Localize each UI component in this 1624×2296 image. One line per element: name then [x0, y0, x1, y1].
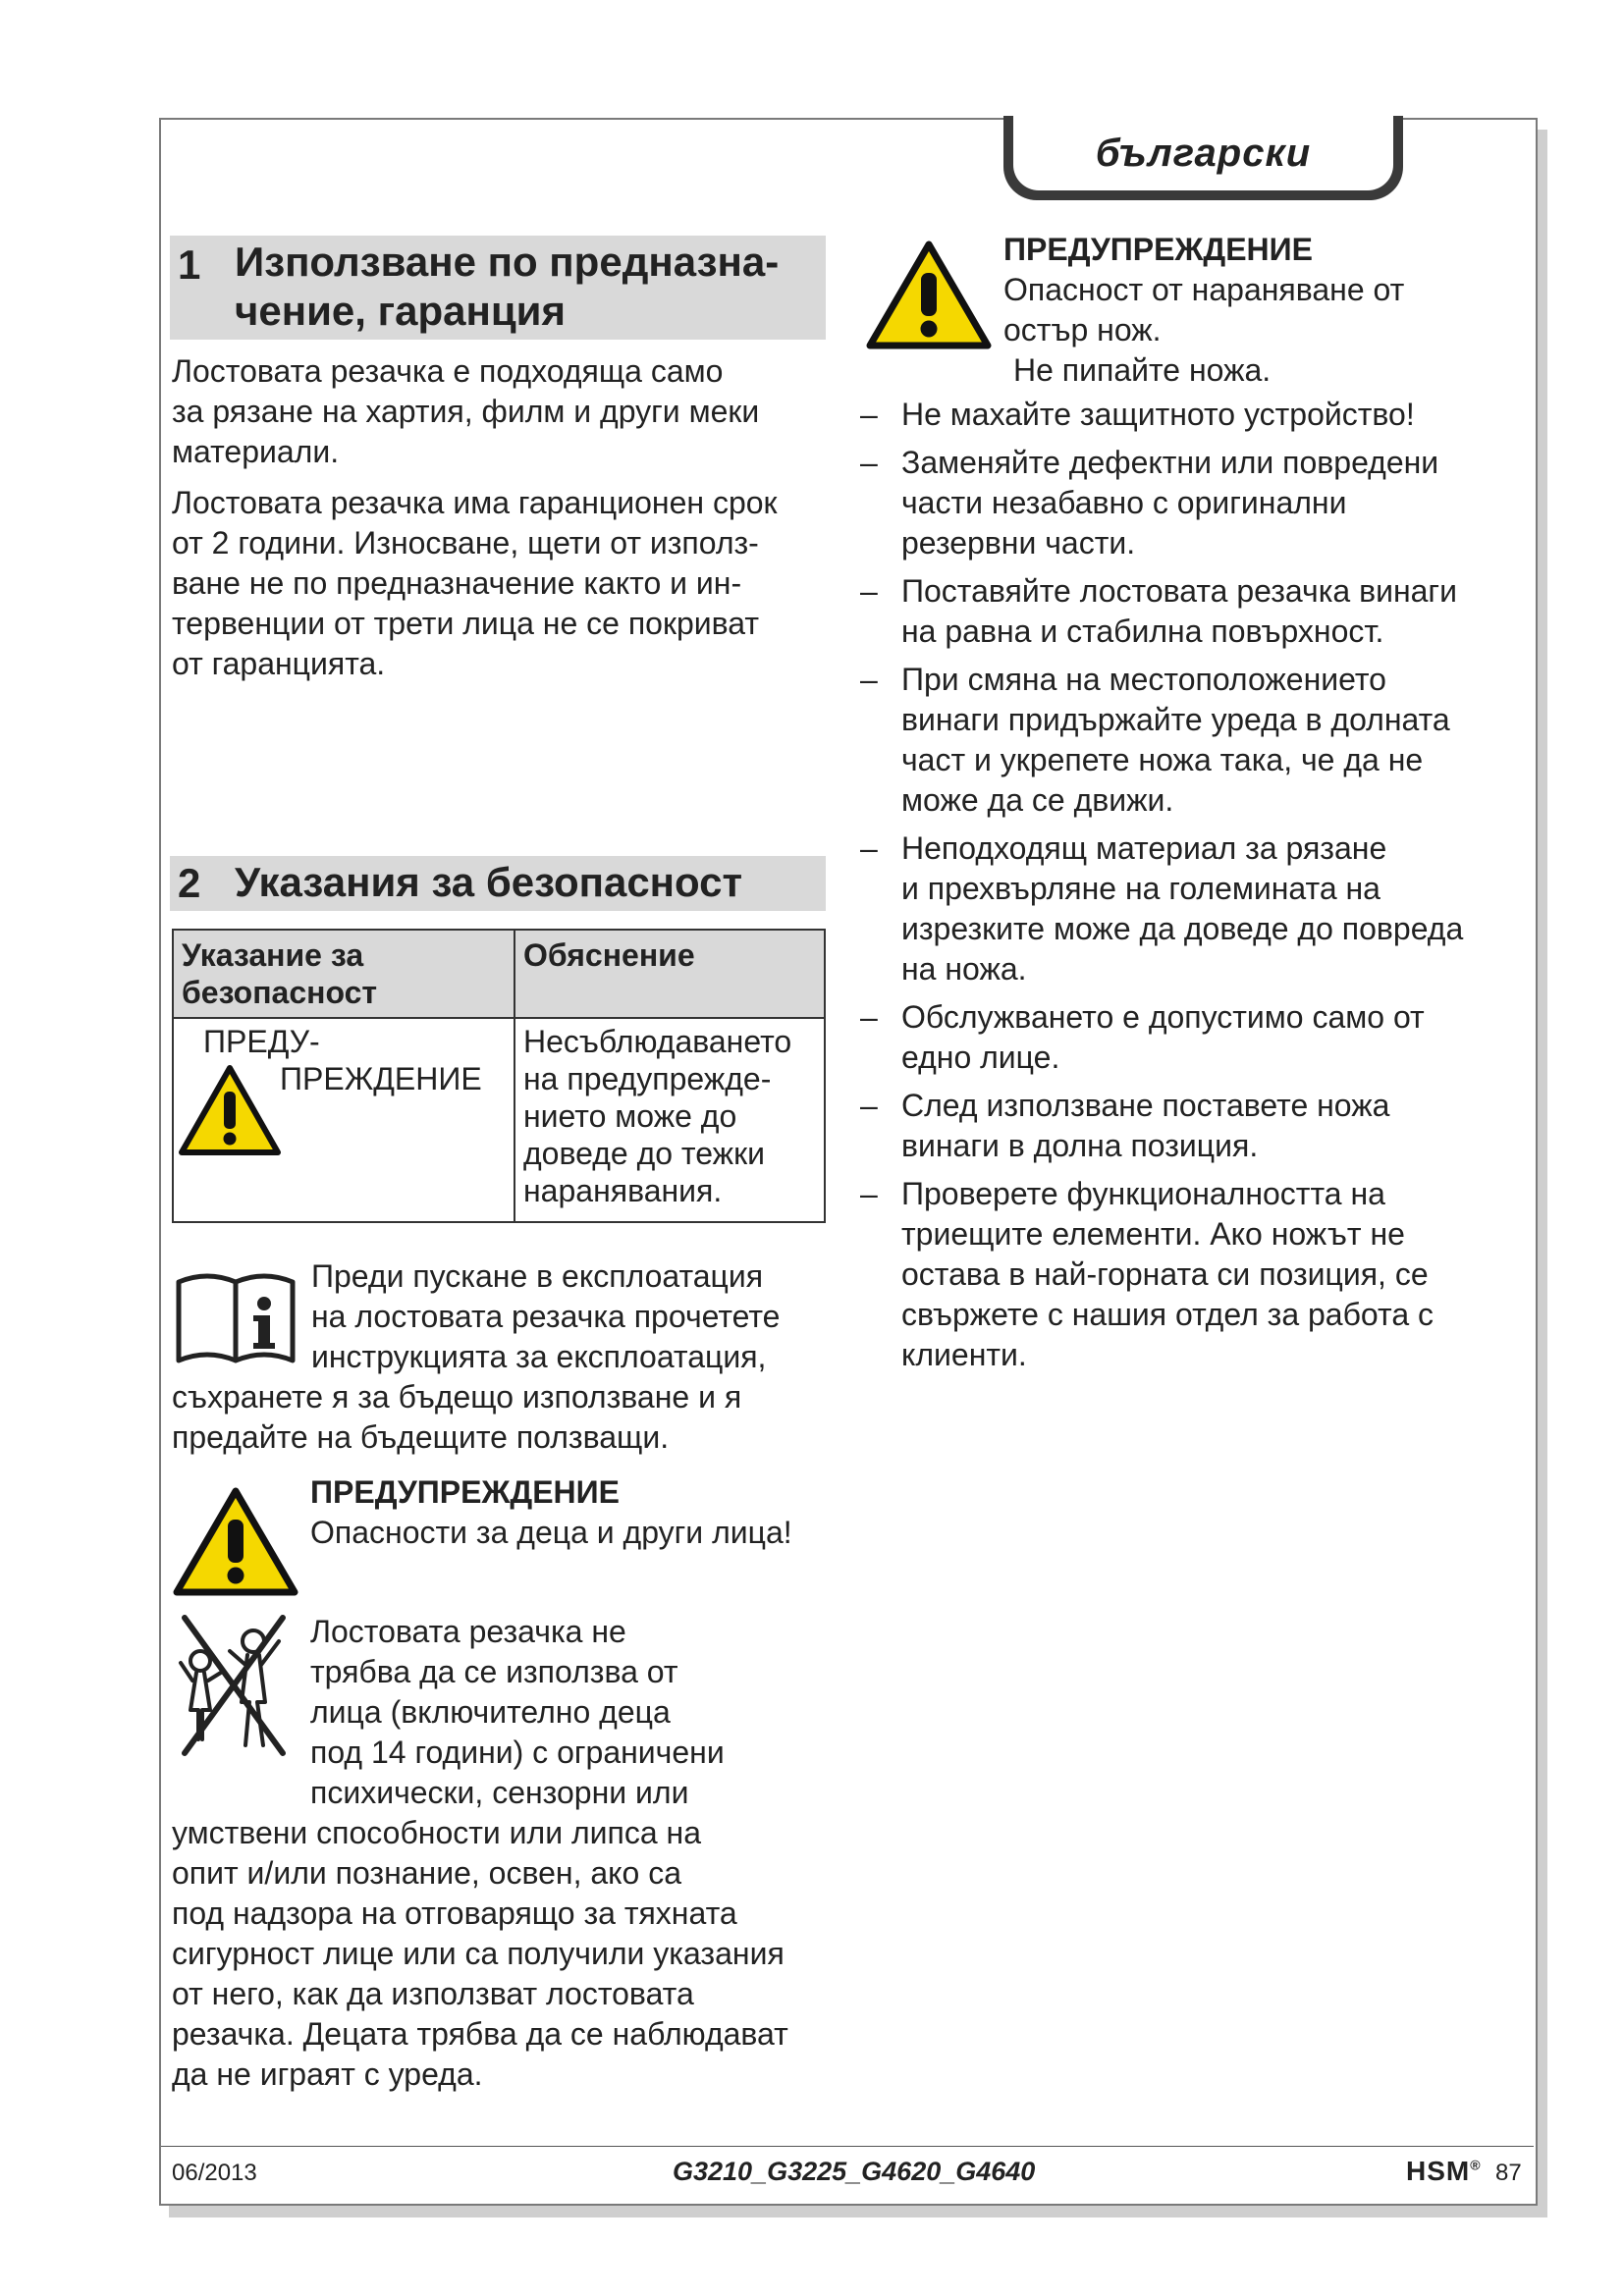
- section-1-number: 1: [178, 241, 201, 288]
- page-number: 87: [1495, 2160, 1522, 2186]
- list-item: – Заменяйте дефектни или повредени части незабавно с оригинални резервни части.: [860, 445, 1439, 561]
- list-item: – Обслужването е допустимо само от едно лице.: [860, 999, 1425, 1075]
- section-2-title: Указания за безопасност: [235, 859, 743, 905]
- children-warning: [310, 1472, 792, 1553]
- knife-warning-line3: Не пипайте ножа.: [1013, 352, 1272, 388]
- knife-warning-line1: Опасност от нараняване от: [1003, 272, 1405, 307]
- table-row: [173, 1018, 825, 1222]
- section-1-paragraph-2: Лостовата резачка има гаранционен срок от 2 години. Износване, щети от използ- ване не по предназначение както и ин- тервенции от трети лица не се покриват от гаранцията.: [172, 485, 778, 681]
- signal-word-line2: ПРЕЖДЕНИЕ: [280, 1061, 482, 1096]
- children-note: Лостовата резачка не трябва да се използва от лица (включително деца под 14 години) с ограничени психически, сензорни или умствени способности или липса на опит и/или познание, освен, ако са под надзора на отговарящо за тяхната сигурност лице или са получили указания от него, как да използват лостовата резачка. Децата трябва да се наблюдават да не играят с уреда.: [172, 1614, 788, 2092]
- section-1-paragraph-1: Лостовата резачка е подходяща само за рязане на хартия, филм и други меки материали.: [172, 353, 760, 469]
- list-item: – При смяна на местоположението винаги придържайте уреда в долната част и укрепете ножа така, че да не може да се движи.: [860, 662, 1450, 818]
- section-2-heading: [170, 856, 826, 911]
- knife-warning: [1003, 230, 1404, 391]
- list-item: – Неподходящ материал за рязане и прехвърляне на големината на изрезките може да доведе до повреда на ножа.: [860, 830, 1464, 987]
- table-header-signal: Указание за безопасност: [173, 930, 514, 1018]
- section-2-number: 2: [178, 860, 201, 906]
- safety-table: [172, 929, 826, 1223]
- language-label: български: [1095, 131, 1312, 175]
- brand-logo: HSM®: [1406, 2156, 1482, 2186]
- footer-models: G3210_G3225_G4620_G4640: [673, 2157, 1036, 2186]
- language-tab: [1003, 116, 1403, 200]
- list-item: – Не махайте защитното устройство!: [860, 397, 1415, 432]
- section-1-title-line2: чение, гаранция: [235, 288, 567, 334]
- signal-word-line1: ПРЕДУ-: [203, 1024, 320, 1059]
- manual-note: Преди пускане в експлоатация на лостовата резачка прочетете инструкцията за експлоатация, съхранете я за бъдещо използване и я предайте на бъдещите ползващи.: [172, 1258, 781, 1455]
- safety-bullet-list: [860, 395, 1518, 1383]
- table-header-row: [173, 930, 825, 1018]
- list-item: – Проверете функционалността на триещите елементи. Ако ножът не остава в най-горната си позиция, се свържете с нашия отдел за работа с клиенти.: [860, 1176, 1434, 1372]
- knife-warning-line2: остър нож.: [1003, 312, 1162, 347]
- children-warning-title: ПРЕДУПРЕЖДЕНИЕ: [310, 1474, 620, 1510]
- footer-date: 06/2013: [172, 2160, 257, 2186]
- section-1-heading: [170, 236, 826, 340]
- list-item: – Поставяйте лостовата резачка винаги на равна и стабилна повърхност.: [860, 573, 1457, 649]
- warning-triangle-icon: [178, 1064, 282, 1156]
- list-item: – След използване поставете ножа винаги в долна позиция.: [860, 1088, 1390, 1163]
- table-cell-signal: [173, 1018, 514, 1222]
- section-1-title-line1: Използване по предназна-: [235, 239, 780, 285]
- table-cell-explanation: Несъблюдаването на предупрежде- нието може до доведе до тежки наранявания.: [514, 1018, 825, 1222]
- warning-triangle-icon: [865, 240, 993, 351]
- knife-warning-title: ПРЕДУПРЕЖДЕНИЕ: [1003, 232, 1313, 267]
- table-header-explanation: Обяснение: [514, 930, 825, 1018]
- warning-triangle-icon: [172, 1486, 299, 1598]
- children-warning-text: Опасности за деца и други лица!: [310, 1515, 792, 1550]
- footer-divider: [161, 2146, 1534, 2147]
